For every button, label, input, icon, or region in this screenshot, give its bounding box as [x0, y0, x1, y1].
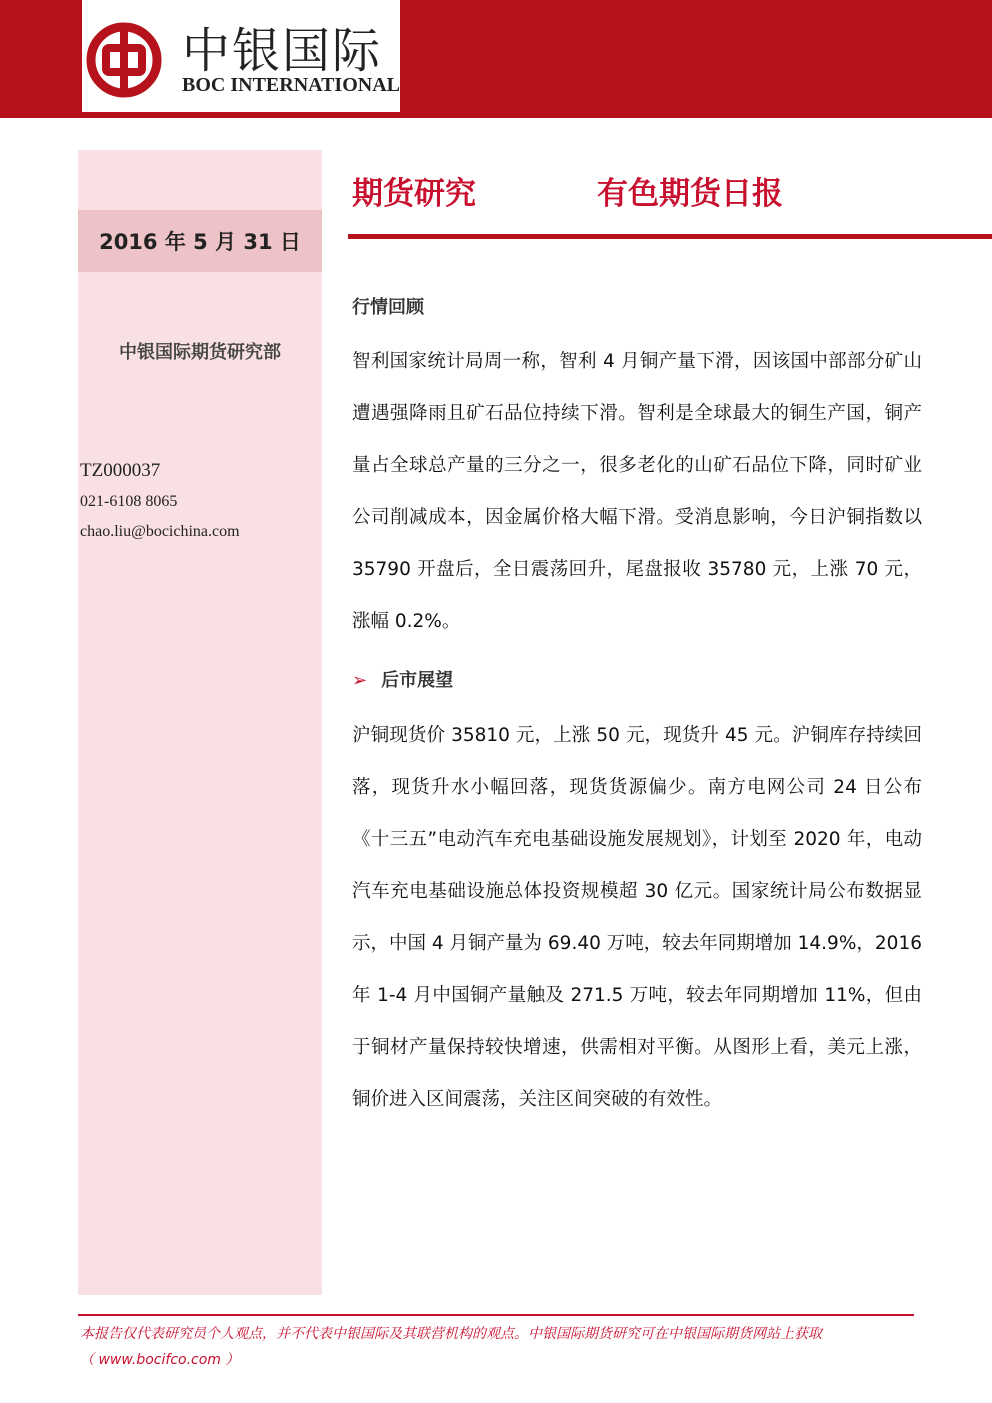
- arrow-bullet-icon: ➢: [352, 670, 368, 691]
- footer-disclaimer: 本报告仅代表研究员个人观点，并不代表中银国际及其联营机构的观点。中银国际期货研究可在中银国际期货网站上获取: [80, 1326, 822, 1342]
- logo-chinese-name: 中银国际: [182, 23, 383, 79]
- review-paragraph: 智利国家统计局周一称，智利 4 月铜产量下滑，因该国中部部分矿山遭遇强降雨且矿石品位持续下滑。智利是全球最大的铜生产国，铜产量占全球总产量的三分之一，很多老化的山矿石品位下降，同时矿业公司削减成本，因金属价格大幅下滑。受消息影响，今日沪铜指数以 35790 开盘后，全日震荡回升，尾盘报收 35780 元，上涨 70 元，涨幅 0.2%。: [352, 351, 922, 632]
- sidebar: [78, 150, 322, 1295]
- outlook-heading-row: [352, 666, 453, 692]
- footer-divider: [78, 1314, 914, 1316]
- logo-english-name: BOC INTERNATIONAL: [182, 74, 400, 96]
- report-title: 有色期货日报: [597, 176, 783, 212]
- report-date: 2016 年 5 月 31 日: [99, 230, 301, 254]
- title-divider: [348, 234, 992, 239]
- date-band: [78, 210, 322, 272]
- review-heading: 行情回顾: [352, 297, 424, 318]
- outlook-heading: 后市展望: [381, 670, 454, 691]
- boc-emblem-icon: [86, 22, 162, 98]
- analyst-id: TZ000037: [80, 460, 161, 481]
- outlook-paragraph: 沪铜现货价 35810 元，上涨 50 元，现货升 45 元。沪铜库存持续回落，现货升水小幅回落，现货货源偏少。南方电网公司 24 日公布《十三五”电动汽车充电基础设施发展规划》，计划至 2020 年，电动汽车充电基础设施总体投资规模超 30 亿元。国家统计局公布数据显示，中国 4 月铜产量为 69.40 万吨，较去年同期增加 14.9%，2016 年 1-4 月中国铜产量触及 271.5 万吨，较去年同期增加 11%，但由于铜材产量保持较快增速，供需相对平衡。从图形上看，美元上涨，铜价进入区间震荡，关注区间突破的有效性。: [352, 725, 922, 1110]
- boc-logo: [82, 0, 400, 112]
- section-title: 期货研究: [352, 176, 476, 212]
- analyst-email[interactable]: chao.liu@bocichina.com: [80, 523, 240, 540]
- analyst-phone: 021-6108 8065: [80, 493, 178, 510]
- department-name: 中银国际期货研究部: [119, 342, 281, 363]
- footer-website-link[interactable]: （ www.bocifco.com ）: [80, 1352, 240, 1368]
